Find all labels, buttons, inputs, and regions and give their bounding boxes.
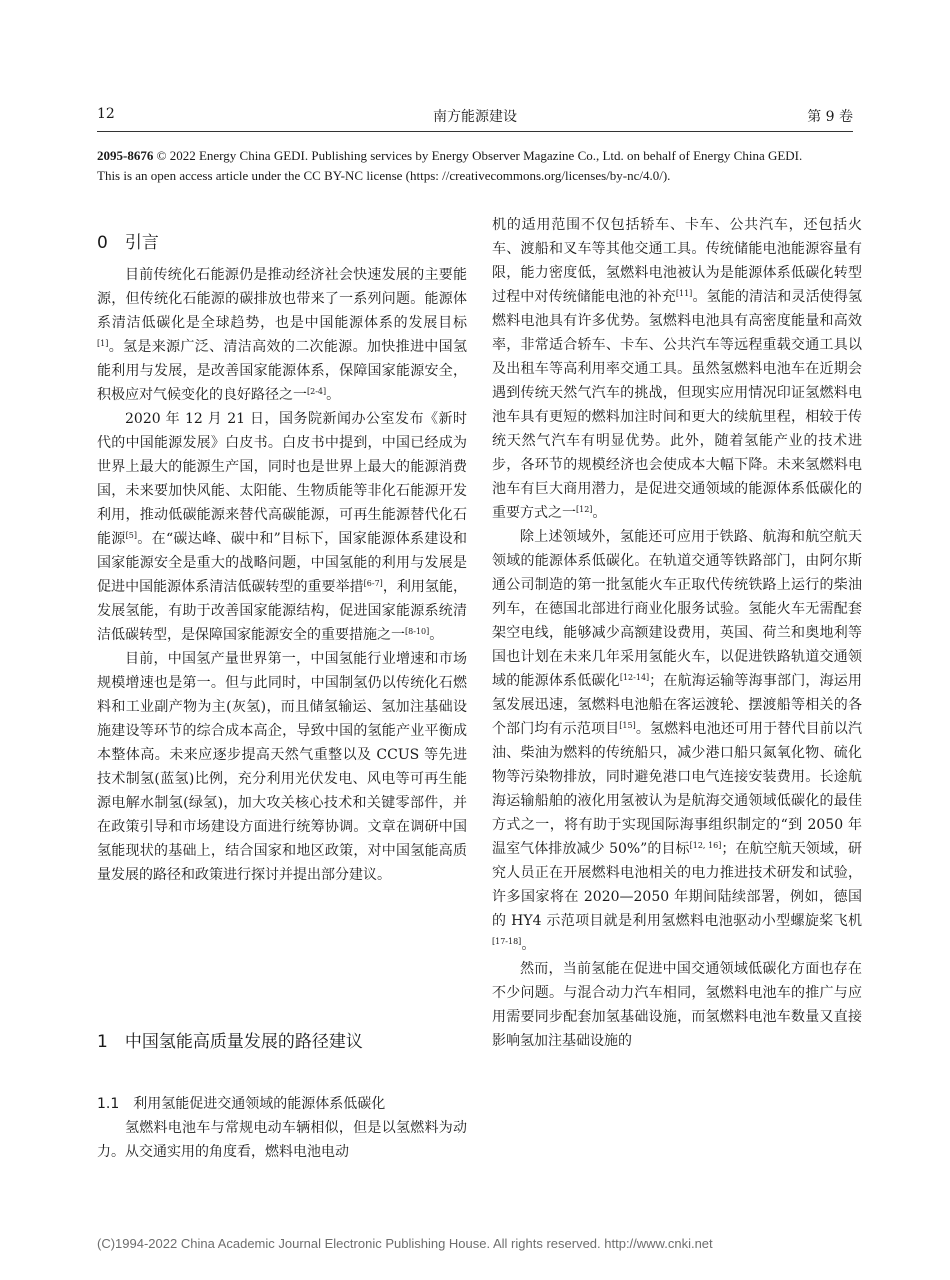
section-0-title: 0 引言 (97, 233, 159, 253)
section-1-1-title: 1.1 利用氢能促进交通领域的能源体系低碳化 (97, 1096, 386, 1112)
paragraph: 除上述领域外，氢能还可应用于铁路、航海和航空航天领域的能源体系低碳化。在轨道交通等铁路部门，由阿尔斯通公司制造的第一批氢能火车正取代传统铁路上运行的柴油列车，在德国北部进行商业化服务试验。氢能火车无需配套架空电线，能够减少高额建设费用，英国、荷兰和奥地利等国也计划在未来几年采用氢能火车，以促进铁路轨道交通领域的能源体系低碳化[12-14]；在航海运输等海事部门，海运用氢发展迅速，氢燃料电池船在客运渡轮、摆渡船等相关的各个部门均有示范项目[15]。氢燃料电池还可用于替代目前以汽油、柴油为燃料的传统船只，减少港口船只氮氧化物、硫化物等污染物排放，同时避免港口电气连接安装费用。长途航海运输船舶的液化用氢被认为是航海交通领域低碳化的最佳方式之一，将有助于实现国际海事组织制定的“到 2050 年温室气体排放减少 50%”的目标[12, 16]；在航空航天领域，研究人员正在开展燃料电池相关的电力推进技术研发和试验，许多国家将在 2020—2050 年期间陆续部署，例如，德国的 HY4 示范项目就是利用氢燃料电池驱动小型螺旋桨飞机[17-18]。 (492, 529, 863, 953)
paragraph: 2020 年 12 月 21 日，国务院新闻办公室发布《新时代的中国能源发展》白皮书。白皮书中提到，中国已经成为世界上最大的能源生产国，同时也是世界上最大的能源消费国，未来要加快风能、太阳能、生物质能等非化石能源开发利用，推动低碳能源来替代高碳能源，可再生能源替代化石能源[5]。在“碳达峰、碳中和”目标下，国家能源体系建设和国家能源安全是重大的战略问题，中国氢能的利用与发展是促进中国能源体系清洁低碳转型的重要举措[6-7]，利用氢能，发展氢能，有助于改善国家能源结构，促进国家能源系统清洁低碳转型，是保障国家能源安全的重要措施之一[8-10]。 (97, 411, 468, 643)
paragraph: 氢燃料电池车与常规电动车辆相似，但是以氢燃料为动力。从交通实用的角度看，燃料电池电动 (97, 1120, 467, 1160)
right-column (492, 213, 862, 1053)
copyright-footer: (C)1994-2022 China Academic Journal Electronic Publishing House. All rights reserved. http://www.cnki.net (97, 1236, 713, 1251)
left-column-section-1-1 (97, 1116, 467, 1164)
paragraph: 目前，中国氢产量世界第一，中国氢能行业增速和市场规模增速也是第一。但与此同时，中国制氢仍以传统化石燃料和工业副产物为主(灰氢)，而且储氢输运、氢加注基础设施建设等环节的综合成本高企，导致中国的氢能产业平衡成本整体高。未来应逐步提高天然气重整以及 CCUS 等先进技术制氢(蓝氢)比例，充分利用光伏发电、风电等可再生能源电解水制氢(绿氢)，加大攻关核心技术和关键零部件，并在政策引导和市场建设方面进行统筹协调。文章在调研中国氢能现状的基础上，结合国家和地区政策，对中国氢能高质量发展的路径和政策进行探讨并提出部分建议。 (97, 651, 467, 883)
running-header (97, 106, 853, 128)
citation: [12-14] (619, 673, 650, 682)
citation: [5] (125, 531, 137, 540)
license-line-1 (97, 146, 857, 166)
citation: [2-4] (307, 387, 327, 396)
journal-title: 南方能源建设 (433, 109, 517, 125)
citation: [12, 16] (689, 841, 722, 850)
left-column-intro (97, 263, 467, 887)
header-rule (97, 131, 853, 132)
paragraph: 目前传统化石能源仍是推动经济社会快速发展的主要能源，但传统化石能源的碳排放也带来了一系列问题。能源体系清洁低碳化是全球趋势，也是中国能源体系的发展目标[1]。氢是来源广泛、清洁高效的二次能源。加快推进中国氢能利用与发展，是改善国家能源体系，保障国家能源安全，积极应对气候变化的良好路径之一[2-4]。 (97, 267, 467, 403)
citation: [15] (619, 721, 636, 730)
issn: 2095-8676 (97, 148, 154, 163)
citation: [17-18] (492, 937, 522, 946)
paragraph: 机的适用范围不仅包括轿车、卡车、公共汽车，还包括火车、渡船和叉车等其他交通工具。传统储能电池能源容量有限，能力密度低，氢燃料电池被认为是能源体系低碳化转型过程中对传统储能电池的补充[11]。氢能的清洁和灵活使得氢燃料电池具有许多优势。氢燃料电池具有高密度能量和高效率，非常适合轿车、卡车、公共汽车等远程重载交通工具以及出租车等高利用率交通工具。虽然氢燃料电池车在近期会遇到传统天然气汽车的挑战，但现实应用情况印证氢燃料电池车具有更短的燃料加注时间和更大的续航里程，相较于传统天然气汽车有明显优势。此外，随着氢能产业的技术进步，各环节的规模经济也会使成本大幅下降。未来氢燃料电池车有巨大商用潜力，是促进交通领域的能源体系低碳化的重要方式之一[12]。 (492, 217, 863, 521)
citation: [8-10] (405, 627, 430, 636)
citation: [1] (97, 339, 109, 348)
license-line-2: This is an open access article under the CC BY-NC license (https: //creativecommons.org/licenses/by-nc/4.0/). (97, 168, 671, 183)
volume-label: 第 9 卷 (807, 109, 853, 125)
page-number: 12 (97, 106, 115, 122)
citation: [12] (576, 505, 593, 514)
section-1-title: 1 中国氢能高质量发展的路径建议 (97, 1032, 363, 1052)
citation: [11] (675, 289, 693, 298)
paragraph: 然而，当前氢能在促进中国交通领域低碳化方面也存在不少问题。与混合动力汽车相同，氢燃料电池车的推广与应用需要同步配套加氢基础设施，而氢燃料电池车数量又直接影响氢加注基础设施的 (492, 961, 862, 1049)
citation: [6-7] (363, 579, 383, 588)
license-block (97, 146, 857, 186)
license-text-1: © 2022 Energy China GEDI. Publishing services by Energy Observer Magazine Co., Ltd. on behalf of Energy China GEDI. (153, 148, 803, 163)
